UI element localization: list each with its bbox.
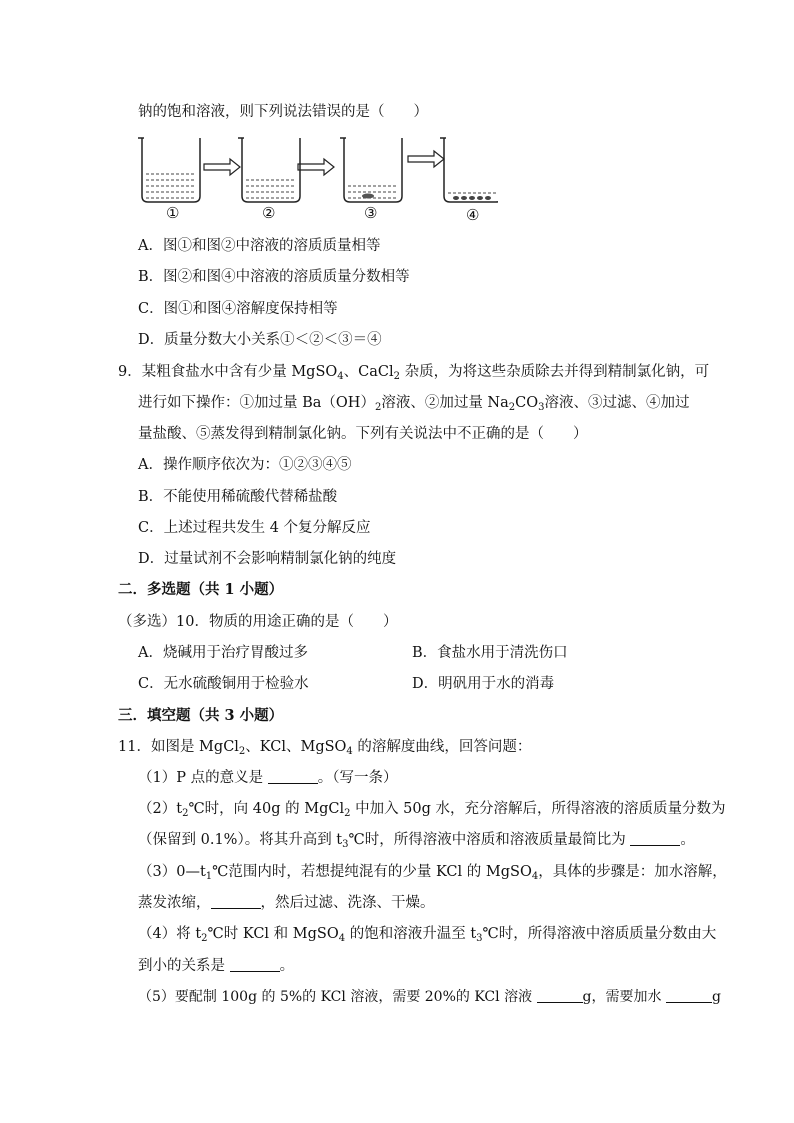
answer-blank[interactable]: [230, 959, 280, 972]
answer-blank[interactable]: [630, 833, 680, 846]
q11-part-1: （1）P 点的意义是 。（写一条）: [138, 770, 398, 786]
beaker-4: [440, 138, 498, 202]
q9-line-1: 9．某粗食盐水中含有少量 MgSO$_4$、CaCl$_2$ 杂质，为将这些杂质除去并得到精制氯化钠，可: [118, 364, 710, 382]
q11-part-2-line-1: $(2)t_2℃$时，向 40g 的 MgCl$_2$ 中加入 50g 水，充分溶解后，所得溶液的溶质质量分数为: [138, 801, 726, 819]
q11-part-3-line-2: 蒸发浓缩， ，然后过滤、洗涤、干燥。: [138, 895, 435, 911]
figure-label-2: ②: [262, 204, 276, 222]
answer-blank[interactable]: [666, 990, 712, 1003]
q9-option-d: D．过量试剂不会影响精制氯化钠的纯度: [138, 551, 397, 567]
q10-stem: （多选）10．物质的用途正确的是（ ）: [118, 614, 398, 630]
answer-blank[interactable]: [268, 771, 318, 784]
q10-option-a: A．烧碱用于治疗胃酸过多: [138, 645, 308, 661]
q9-option-b: B．不能使用稀硫酸代替稀盐酸: [138, 489, 338, 505]
figure-label-1: ①: [166, 204, 180, 222]
beaker-1: [138, 138, 200, 202]
q11-part-3-line-1: $(3)0—t_1℃$范围内时，若想提纯混有的少量 KCl 的 MgSO$_4$，具体的步骤是：加水溶解，: [138, 864, 727, 882]
figure-label-3: ③: [364, 204, 378, 222]
q10-option-c: C．无水硫酸铜用于检验水: [138, 676, 309, 692]
beakers-figure: [138, 130, 498, 230]
q11-part-4-line-1: （4）将 $t_2℃$时 KCl 和 MgSO$_4$ 的饱和溶液升温至 $t_3℃$时，所得溶液中溶质质量分数由大: [138, 926, 717, 944]
q8-option-a: A．图①和图②中溶液的溶质质量相等: [138, 238, 381, 254]
q8-option-c: C．图①和图④溶解度保持相等: [138, 301, 338, 317]
q10-option-d: D．明矾用于水的消毒: [412, 676, 555, 692]
arrow-2: [298, 159, 334, 175]
q9-line-2: 进行如下操作：①加过量 $Ba(OH)_2$溶液、②加过量 $Na_2CO_3$溶液、③过滤、④加过: [138, 395, 690, 413]
figure-label-4: ④: [466, 206, 480, 224]
q11-part-4-line-2: 到小的关系是 。: [138, 958, 295, 974]
section-3-heading: 三．填空题（共 3 小题）: [118, 707, 284, 724]
section-2-heading: 二．多选题（共 1 小题）: [118, 581, 284, 598]
beaker-3: [340, 138, 402, 202]
q9-option-a: A．操作顺序依次为：①②③④⑤: [138, 457, 352, 473]
q8-intro: 钠的饱和溶液，则下列说法错误的是（ ）: [138, 104, 428, 120]
q9-option-c: C．上述过程共发生 4 个复分解反应: [138, 520, 371, 536]
arrow-3: [408, 151, 444, 167]
beaker-2: [238, 138, 300, 202]
q11-part-5: （5）要配制 100g 的 5%的 KCl 溶液，需要 20%的 KCl 溶液 g，需要加水 g: [138, 989, 721, 1005]
q10-option-b: B．食盐水用于清洗伤口: [412, 645, 568, 661]
answer-blank[interactable]: [537, 990, 583, 1003]
q11-part-2-line-2: （保留到 0.1%）。将其升高到 $t_3℃$时，所得溶液中溶质和溶液质量最简比为 。: [138, 832, 695, 850]
q9-line-3: 量盐酸、⑤蒸发得到精制氯化钠。下列有关说法中不正确的是（ ）: [138, 426, 588, 442]
arrow-1: [204, 159, 240, 175]
q8-option-b: B．图②和图④中溶液的溶质质量分数相等: [138, 269, 410, 285]
answer-blank[interactable]: [211, 896, 261, 909]
q8-option-d: D．质量分数大小关系①＜②＜③＝④: [138, 332, 382, 348]
q11-stem: 11．如图是 MgCl$_2$、KCl、MgSO$_4$ 的溶解度曲线，回答问题：: [118, 739, 532, 757]
